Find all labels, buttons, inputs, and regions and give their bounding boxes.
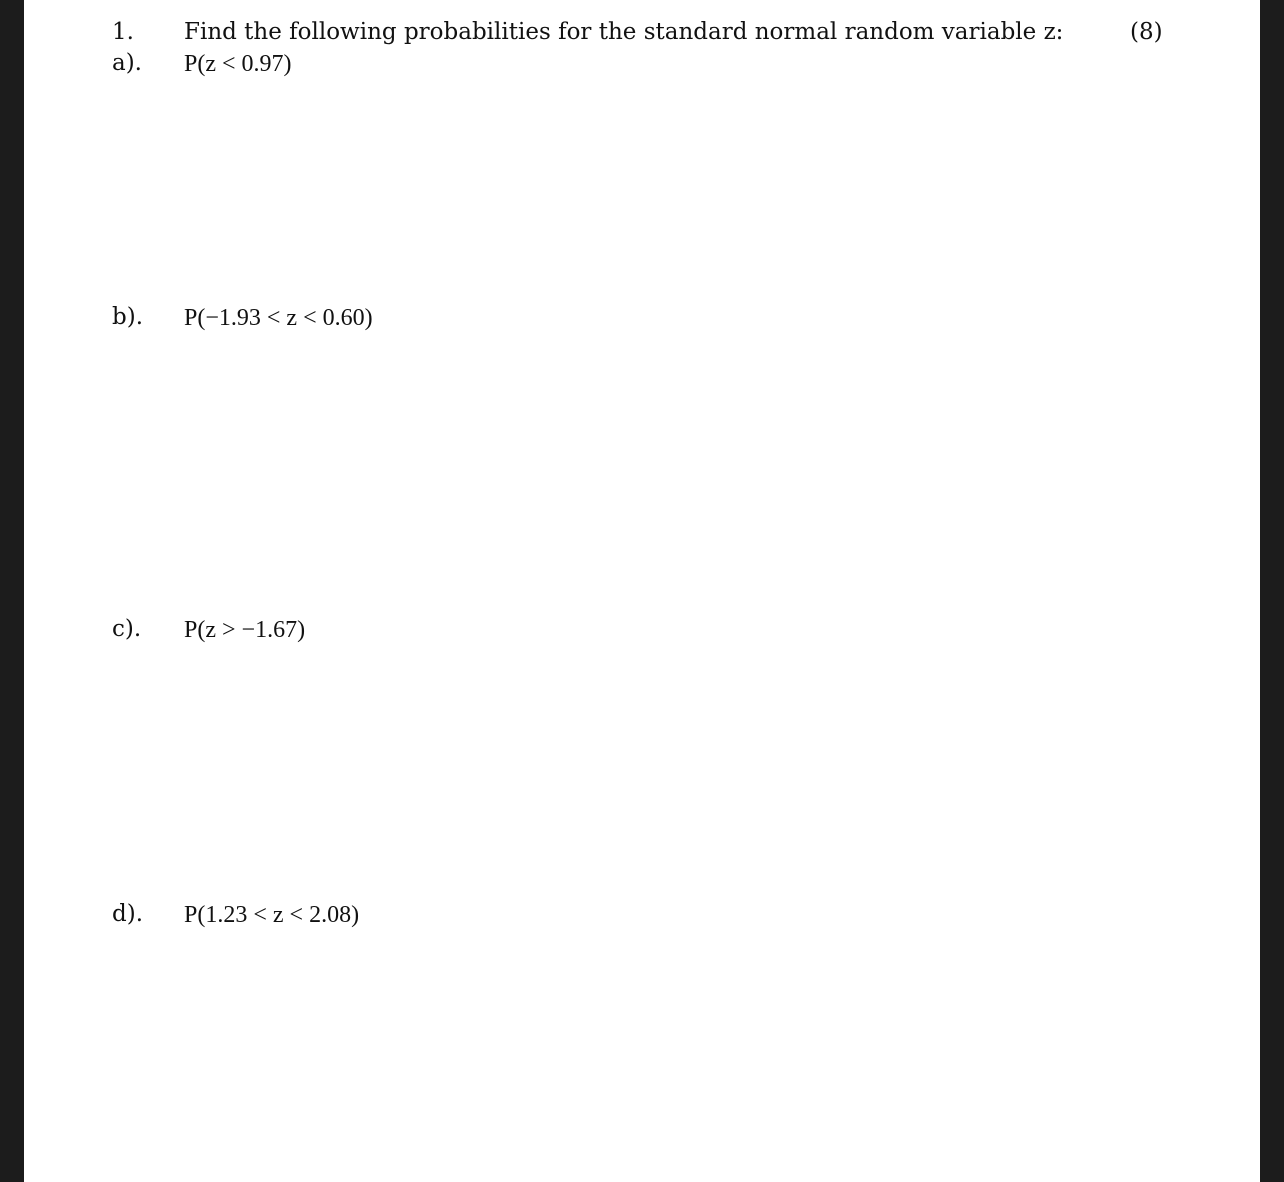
marks-indicator: (8) xyxy=(1130,19,1163,45)
part-d-label: d). xyxy=(112,901,144,927)
question-prompt: Find the following probabilities for the standard normal random variable z: xyxy=(184,19,1064,45)
question-number: 1. xyxy=(112,19,134,45)
part-b-label: b). xyxy=(112,304,144,330)
part-c-expression: P(z > −1.67) xyxy=(184,617,306,643)
worksheet-page xyxy=(24,0,1260,1182)
part-c-label: c). xyxy=(112,616,142,642)
part-a-expression: P(z < 0.97) xyxy=(184,51,292,77)
part-b-expression: P(−1.93 < z < 0.60) xyxy=(184,305,373,331)
part-a-label: a). xyxy=(112,50,142,76)
part-d-expression: P(1.23 < z < 2.08) xyxy=(184,902,360,928)
